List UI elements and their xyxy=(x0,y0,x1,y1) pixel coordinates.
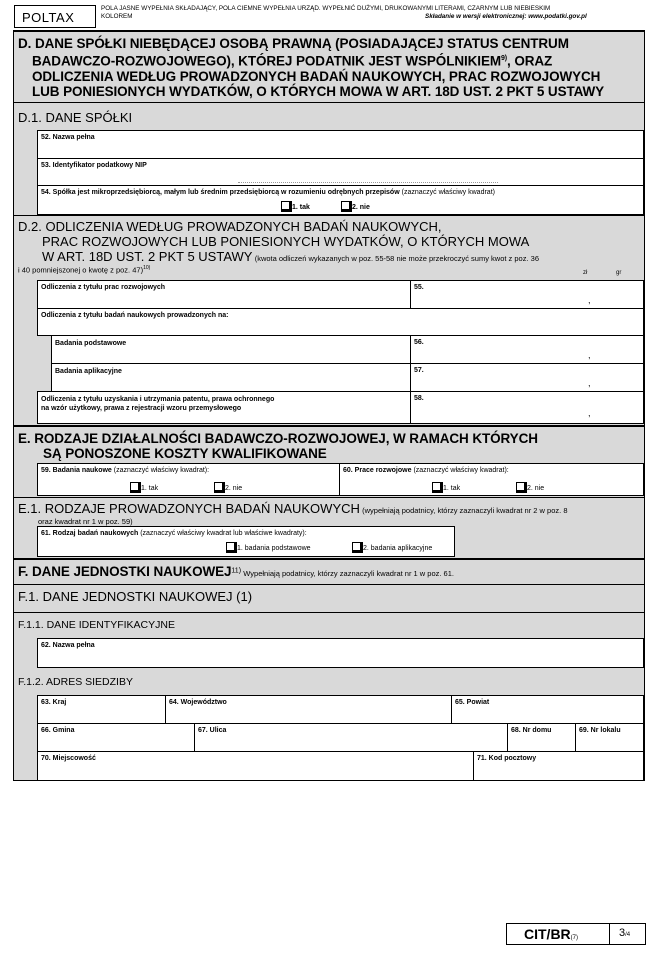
f54-option-nie[interactable]: 2. nie xyxy=(341,201,370,212)
field-65-powiat[interactable]: 65. Powiat xyxy=(451,695,644,724)
field-53-nip[interactable]: 53. Identyfikator podatkowy NIP xyxy=(37,158,644,186)
field-70-miejscowosc[interactable]: 70. Miejscowość xyxy=(37,751,474,781)
f59-option-nie[interactable]: 2. nie xyxy=(214,482,242,493)
header-notice-right: Składanie w wersji elektronicznej: www.podatki.gov.pl xyxy=(425,13,587,20)
row-badania-header: Odliczenia z tytułu badań naukowych prowadzonych na: xyxy=(37,308,644,336)
checkbox-60-tak[interactable] xyxy=(432,482,443,493)
checkbox-61-aplikacyjne[interactable] xyxy=(352,542,363,553)
form-code-box xyxy=(506,923,646,945)
footnote-9: 9) xyxy=(501,55,508,62)
row-56-label: Badania podstawowe xyxy=(51,335,411,364)
section-d-header: D. DANE SPÓŁKI NIEBĘDĄCEJ OSOBĄ PRAWNĄ (POSIADAJĄCEJ STATUS CENTRUM BADAWCZO-ROZWOJOWEGO), KTÓREJ PODATNIK JEST WSPÓLNIKIEM$^{9)}$, ORAZ ODLICZENIA WEDŁUG PROWADZONYCH BADAŃ NAUKOWYCH, PRAC ROZWOJOWYCH LUB PONIESIONYCH WYDATKÓW, O KTÓRYCH MOWA W ART. 18D UST. 2 PKT 5 USTAWY xyxy=(14,32,644,102)
section-f1-title: F.1. DANE JEDNOSTKI NAUKOWEJ (1) xyxy=(18,589,253,604)
nip-ticks xyxy=(238,177,498,183)
field-55[interactable]: 55. , xyxy=(410,280,644,309)
form-code: CIT/BR xyxy=(524,926,571,942)
f59-option-tak[interactable]: 1. tak xyxy=(130,482,158,493)
field-57[interactable]: 57. , xyxy=(410,363,644,392)
field-71-kod-pocztowy[interactable]: 71. Kod pocztowy xyxy=(473,751,644,781)
zl-label: zł xyxy=(583,270,588,276)
f61-option-podstawowe[interactable]: 1. badania podstawowe xyxy=(226,542,311,553)
f54-option-tak[interactable]: 1. tak xyxy=(281,201,310,212)
row-58-label: Odliczenia z tytułu uzyskania i utrzymania patentu, prawa ochronnego na wzór użytkowy, prawa z rejestracji wzoru przemysłowego xyxy=(37,391,411,424)
field-58[interactable]: 58. , xyxy=(410,391,644,424)
section-f12-title: F.1.2. ADRES SIEDZIBY xyxy=(18,676,133,688)
checkbox-54-tak[interactable] xyxy=(281,201,292,212)
field-59-badania-naukowe: 59. Badania naukowe (zaznaczyć właściwy kwadrat): 1. tak 2. nie xyxy=(37,463,340,496)
checkbox-59-tak[interactable] xyxy=(130,482,141,493)
section-f1 xyxy=(14,585,644,613)
field-67-ulica[interactable]: 67. Ulica xyxy=(194,723,508,752)
field-56[interactable]: 56. , xyxy=(410,335,644,364)
header-notice: POLA JASNE WYPEŁNIA SKŁADAJĄCY, POLA CIEMNE WYPEŁNIA URZĄD. WYPEŁNIĆ DUŻYMI, DRUKOWANYMI LITERAMI, CZARNYM LUB NIEBIESKIM KOLOREM xyxy=(101,5,551,20)
field-69-nr-lokalu[interactable]: 69. Nr lokalu xyxy=(575,723,644,752)
checkbox-54-nie[interactable] xyxy=(341,201,352,212)
section-d-title-l4: LUB PONIESIONYCH WYDATKÓW, O KTÓRYCH MOWA W ART. 18D UST. 2 PKT 5 USTAWY xyxy=(32,83,605,99)
section-f11-title: F.1.1. DANE IDENTYFIKACYJNE xyxy=(18,619,175,631)
section-d-title-l1: D. DANE SPÓŁKI NIEBĘDĄCEJ OSOBĄ PRAWNĄ (POSIADAJĄCEJ STATUS CENTRUM xyxy=(18,36,569,51)
field-66-gmina[interactable]: 66. Gmina xyxy=(37,723,195,752)
brand: POLTAX xyxy=(22,10,75,25)
checkbox-59-nie[interactable] xyxy=(214,482,225,493)
form-version: (7) xyxy=(570,935,579,941)
field-63-kraj[interactable]: 63. Kraj xyxy=(37,695,166,724)
section-e1: E.1. RODZAJE PROWADZONYCH BADAŃ NAUKOWYCH (wypełniają podatnicy, którzy zaznaczyli kwadrat nr 2 w poz. 8 oraz kwadrat nr 1 w poz. 59) xyxy=(14,498,644,558)
row-55-label: Odliczenia z tytułu prac rozwojowych xyxy=(37,280,411,309)
checkbox-60-nie[interactable] xyxy=(516,482,527,493)
field-68-nr-domu[interactable]: 68. Nr domu xyxy=(507,723,576,752)
f60-option-nie[interactable]: 2. nie xyxy=(516,482,544,493)
field-62-nazwa-pelna[interactable]: 62. Nazwa pełna xyxy=(37,638,644,668)
checkbox-61-podstawowe[interactable] xyxy=(226,542,237,553)
row-57-label: Badania aplikacyjne xyxy=(51,363,411,392)
field-52-nazwa-pelna[interactable]: 52. Nazwa pełna xyxy=(37,130,644,159)
field-54-msp: 54. Spółka jest mikroprzedsiębiorcą, małym lub średnim przedsiębiorcą w rozumieniu odrębnych przepisów (zaznaczyć właściwy kwadrat) 1. tak 2. nie xyxy=(37,185,644,215)
field-60-prace-rozwojowe: 60. Prace rozwojowe (zaznaczyć właściwy kwadrat): 1. tak 2. nie xyxy=(339,463,644,496)
section-f: F. DANE JEDNOSTKI NAUKOWEJ$^{11)}$ Wypełniają podatnicy, którzy zaznaczyli kwadrat nr 1 w poz. 61. xyxy=(14,560,644,584)
field-61-rodzaj-badan: 61. Rodzaj badań naukowych (zaznaczyć właściwy kwadrat lub właściwe kwadraty): 1. badania podstawowe 2. badania aplikacyjne xyxy=(37,526,455,557)
section-d-title-l2: BADAWCZO-ROZWOJOWEGO), KTÓREJ PODATNIK JEST WSPÓLNIKIEM xyxy=(32,53,501,69)
f60-option-tak[interactable]: 1. tak xyxy=(432,482,460,493)
section-e1-title: E.1. RODZAJE PROWADZONYCH BADAŃ NAUKOWYCH xyxy=(18,501,360,516)
section-d1-title: D.1. DANE SPÓŁKI xyxy=(18,110,133,125)
section-e-title-l1: E. RODZAJE DZIAŁALNOŚCI BADAWCZO-ROZWOJOWEJ, W RAMACH KTÓRYCH xyxy=(18,431,538,446)
section-d2-title: D.2. ODLICZENIA WEDŁUG PROWADZONYCH BADAŃ NAUKOWYCH, PRAC ROZWOJOWYCH LUB PONIESIONYCH WYDATKÓW, O KTÓRYCH MOWA W ART. 18D UST. 2 PKT 5 USTAWY (kwota odliczeń wykazanych w poz. 55-58 nie może przekroczyć sumy kwot z poz. 36 i 40 pomniejszonej o kwotę z poz. 47)$^{10)}$ xyxy=(18,219,539,275)
field-64-wojewodztwo[interactable]: 64. Województwo xyxy=(165,695,452,724)
section-e-title-l2: SĄ PONOSZONE KOSZTY KWALIFIKOWANE xyxy=(43,446,327,461)
section-f-title: F. DANE JEDNOSTKI NAUKOWEJ xyxy=(18,564,232,579)
gr-label: gr xyxy=(616,270,622,276)
section-d-title-l3: ODLICZENIA WEDŁUG PROWADZONYCH BADAŃ NAUKOWYCH, PRAC ROZWOJOWYCH xyxy=(32,68,601,84)
page-total: /4 xyxy=(625,932,631,938)
f61-option-aplikacyjne[interactable]: 2. badania aplikacyjne xyxy=(352,542,432,553)
page-number: 3 xyxy=(619,927,626,939)
header xyxy=(0,0,663,30)
